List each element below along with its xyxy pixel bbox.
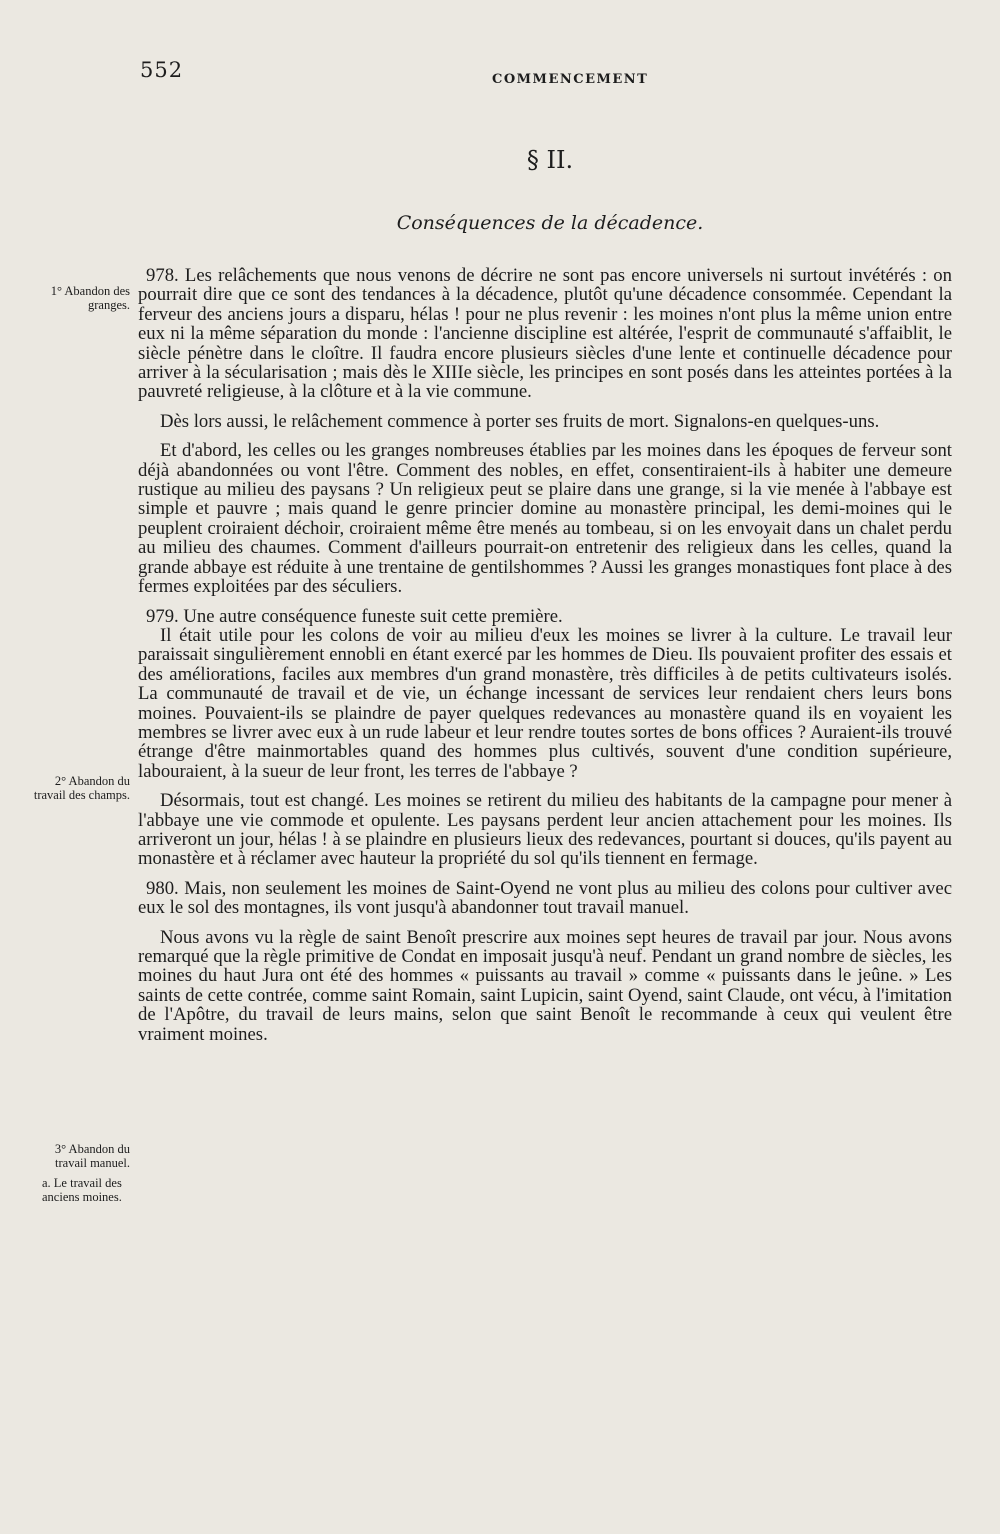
paragraph: Et d'abord, les celles ou les granges nombreuses établies par les moines dans les époques de ferveur sont déjà abandonnées ou vont l'être. Comment des nobles, en effet, consentiraient-ils à habiter une demeure rustique au milieu des paysans ? Un religieux peut se plaire dans une grange, si la vie menée à l'abbaye est simple et pauvre ; mais quand le genre princier domine au monastère principal, les demi-moines qui le peuplent croiraient déchoir, croiraient même être menés au tombeau, si on les envoyait dans un chalet perdu au milieu des chaumes. Comment d'ailleurs pourrait-on entretenir des religieux dans les celles, quand la grande abbaye est réduite à une trentaine de gentilshommes ? Aussi les granges monastiques font place à des fermes exploitées par des séculiers.: [138, 440, 952, 598]
margin-note-abandon-travail-champs: 2° Abandon du travail des champs.: [33, 774, 130, 802]
margin-note-3-main: 3° Abandon du travail manuel.: [54, 1142, 130, 1170]
paragraph-978: 978. Les relâchements que nous venons de décrire ne sont pas encore universels ni surtout invétérés : on pourrait dire que ce sont des tendances à la décadence, plutôt qu'une décadence consommée. Cependant la ferveur des anciens jours a disparu, hélas ! pour ne plus revenir : les moines n'ont plus la même union entre eux ni la même séparation du monde : l'ancienne discipline est altérée, l'esprit de communauté s'affaiblit, le siècle pénètre dans le cloître. Il faudra encore plusieurs siècles d'une lente et continuelle décadence pour arriver à la sécularisation ; mais dès le XIIIe siècle, les principes en sont posés dans les atteintes portées à la pauvreté religieuse, à la clôture et à la vie commune.: [138, 265, 952, 403]
paragraph: Il était utile pour les colons de voir au milieu d'eux les moines se livrer à la culture. Le travail leur paraissait singulièrement ennobli en étant exercé par les hommes de Dieu. Ils pouvaient profiter des essais et des améliorations, faciles aux membres d'un grand monastère, très difficiles à de petits cultivateurs isolés. La communauté de travail et de vie, un échange incessant de services leur rendaient chers leurs bons moines. Pouvaient-ils se plaindre de payer quelques redevances au monastère quand ils en voyaient les membres se livrer avec eux à un rude labeur et leur rendre toutes sortes de bons offices ? Auraient-ils trouvé étrange d'être mainmortables quand des hommes plus cultivés, souvent d'une condition supérieure, labouraient, à la sueur de leur front, les terres de l'abbaye ?: [138, 624, 952, 782]
margin-note-abandon-granges: 1° Abandon des granges.: [50, 284, 130, 312]
paragraph-980: 980. Mais, non seulement les moines de Saint-Oyend ne vont plus au milieu des colons pour cultiver avec eux le sol des montagnes, ils vont jusqu'à abandonner tout travail manuel.: [138, 877, 952, 919]
paragraph: Désormais, tout est changé. Les moines se retirent du milieu des habitants de la campagne pour mener à l'abbaye une vie commode et opulente. Les paysans perdent leur ancien attachement pour les moines. Ils arriveront un jour, hélas ! à se plaindre en plusieurs lieux des redevances, pourtant si douces, qu'ils payent au monastère et à réclamer avec hauteur la propriété du sol qu'ils tiennent en fermage.: [138, 790, 952, 870]
body-text: [138, 266, 952, 1044]
margin-note-3a: a. Le travail des anciens moines.: [42, 1176, 122, 1204]
section-subtitle: Conséquences de la décadence.: [396, 212, 704, 234]
paragraph: Dès lors aussi, le relâchement commence à porter ses fruits de mort. Signalons-en quelques-uns.: [160, 410, 880, 432]
paragraph: Nous avons vu la règle de saint Benoît prescrire aux moines sept heures de travail par jour. Nous avons remarqué que la règle primitive de Condat en imposait jusqu'à neuf. Pendant un grand nombre de siècles, les moines du haut Jura ont été des hommes « puissants au travail » comme « puissants dans le jeûne. » Les saints de cette contrée, comme saint Romain, saint Lupicin, saint Oyend, saint Claude, ont vécu, à l'imitation de l'Apôtre, du travail de leurs mains, selon que saint Benoît le recommande à ceux qui veulent être vraiment moines.: [138, 926, 952, 1045]
page-number: 552: [140, 58, 184, 82]
section-title: § II.: [526, 146, 574, 174]
running-head: COMMENCEMENT: [492, 72, 649, 87]
margin-note-abandon-travail-manuel: [30, 1142, 130, 1204]
paragraph-979: 979. Une autre conséquence funeste suit cette première.: [146, 605, 563, 627]
